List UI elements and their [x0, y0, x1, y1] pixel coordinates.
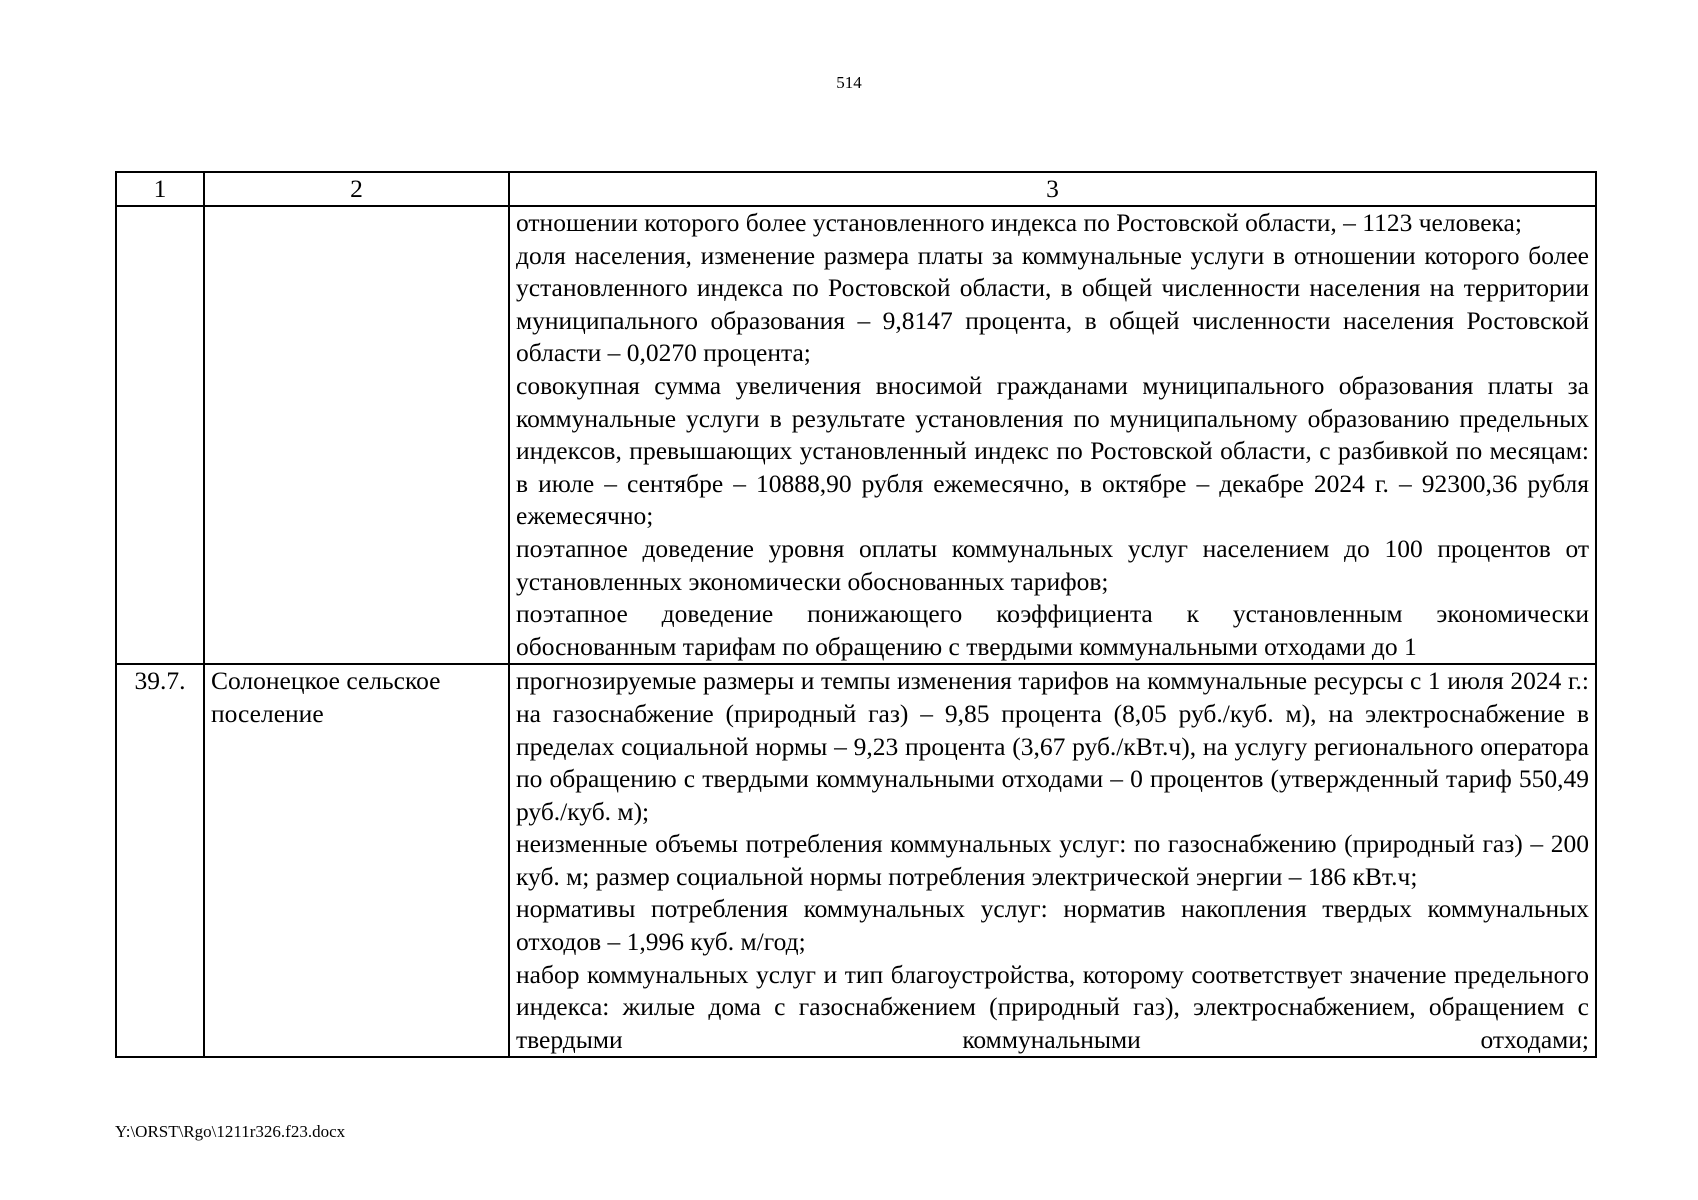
- tariff-table: [115, 171, 1597, 1058]
- row-number: 39.7.: [116, 664, 204, 1057]
- column-header-2: 2: [204, 172, 509, 206]
- paragraph: неизменные объемы потребления коммунальных услуг: по газоснабжению (природный газ) – 200 куб. м; размер социальной нормы потребления электрической энергии – 186 кВт.ч;: [516, 829, 1589, 891]
- column-header-1: 1: [116, 172, 204, 206]
- row-description: [509, 206, 1596, 664]
- table-row: [116, 664, 1596, 1057]
- table-row: [116, 206, 1596, 664]
- paragraph: нормативы потребления коммунальных услуг: норматив накопления твердых коммунальных отходов – 1,996 куб. м/год;: [516, 894, 1589, 957]
- settlement-name: [204, 206, 509, 664]
- paragraph: прогнозируемые размеры и темпы изменения тарифов на коммунальные ресурсы с 1 июля 2024 г.: на газоснабжение (природный газ) – 9,85 процента (8,05 руб./куб. м), на электроснабжение в пределах социальной нормы – 9,23 процента (3,67 руб./кВт.ч), на услугу регионального оператора по обращению с твердыми коммунальными отходами – 0 процентов (утвержденный тариф 550,49 руб./куб. м);: [516, 666, 1589, 826]
- table-header-row: [116, 172, 1596, 206]
- page-number: 514: [836, 73, 862, 92]
- row-description: [509, 664, 1596, 1057]
- paragraph: совокупная сумма увеличения вносимой гражданами муниципального образования платы за коммунальные услуги в результате установления по муниципальному образованию предельных индексов, превышающих установленный индекс по Ростовской области, с разбивкой по месяцам: в июле – сентябре – 10888,90 рубля ежемесячно, в октябре – декабре 2024 г. – 92300,36 рубля ежемесячно;: [516, 370, 1589, 531]
- paragraph: поэтапное доведение уровня оплаты коммунальных услуг населением до 100 процентов от установленных экономически обоснованных тарифов;: [516, 533, 1589, 596]
- file-path: Y:\ORST\Rgo\1211r326.f23.docx: [115, 1122, 346, 1141]
- paragraph: поэтапное доведение понижающего коэффициента к установленным экономически обоснованным тарифам по обращению с твердыми коммунальными отходами до 1: [516, 599, 1589, 661]
- paragraph: доля населения, изменение размера платы за коммунальные услуги в отношении которого более установленного индекса по Ростовской области, в общей численности населения на территории муниципального образования – 9,8147 процента, в общей численности населения Ростовской области – 0,0270 процента;: [516, 240, 1589, 368]
- row-number: [116, 206, 204, 664]
- paragraph: отношении которого более установленного индекса по Ростовской области, – 1123 человека;: [516, 208, 1522, 237]
- paragraph: набор коммунальных услуг и тип благоустройства, которому соответствует значение предельного индекса: жилые дома с газоснабжением (природный газ), электроснабжением, обращением с твердыми коммунальными отходами;: [516, 959, 1589, 1054]
- settlement-name: Солонецкое сельское поселение: [204, 664, 509, 1057]
- column-header-3: 3: [509, 172, 1596, 206]
